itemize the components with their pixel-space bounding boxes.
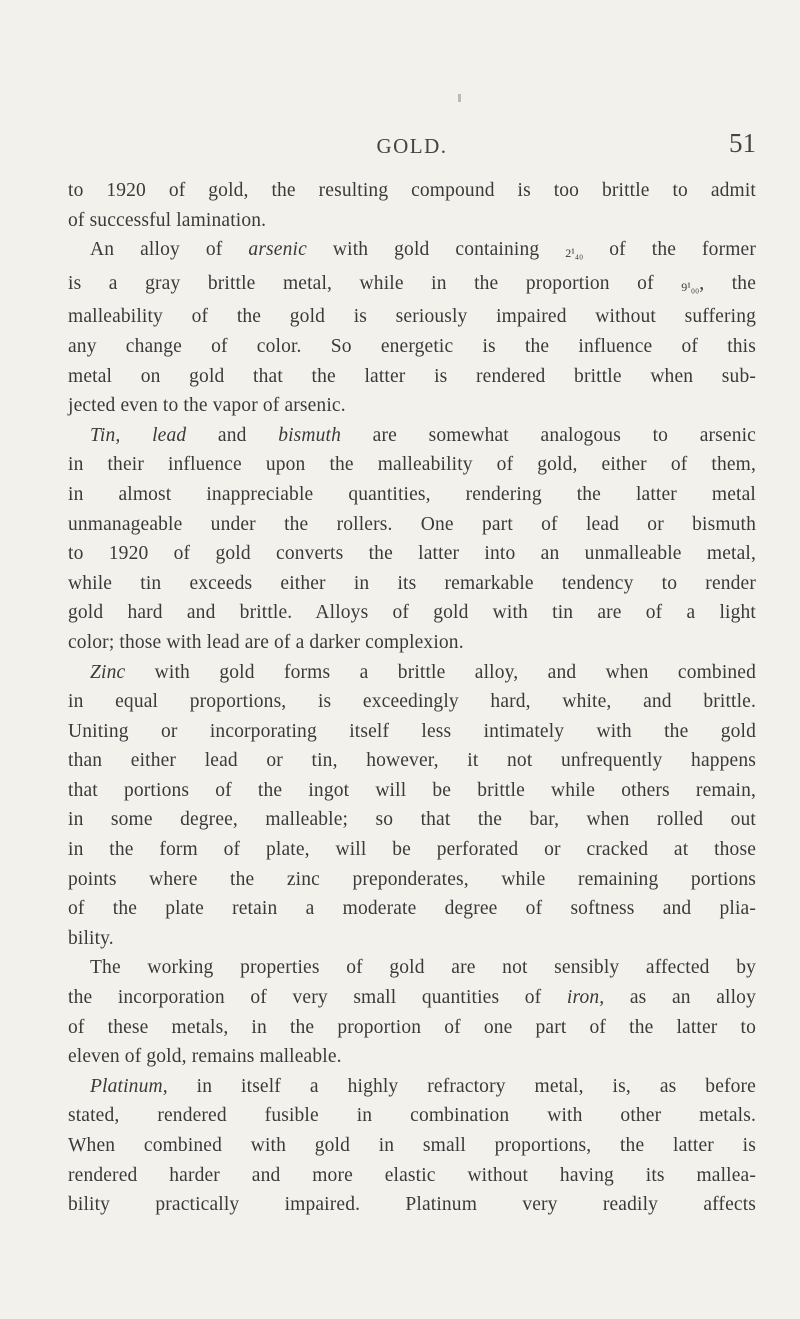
page-number: 51 [729, 128, 756, 158]
text-run: while tin exceeds either in its remarkable tendency to render [68, 572, 756, 594]
text-run: with gold containing [306, 239, 566, 261]
text-line [68, 805, 756, 835]
text-run: in their influence upon the malleability of gold, either of them, [68, 454, 756, 476]
text-line [68, 450, 756, 480]
text-line [68, 953, 756, 983]
text-line [68, 539, 756, 569]
fraction: 9¹₀₀ [681, 279, 700, 294]
italic-term: Tin, lead [90, 424, 187, 446]
italic-term: Platinum, [90, 1075, 168, 1097]
text-run: in the form of plate, will be perforated or cracked at those [68, 839, 756, 861]
body-text [68, 176, 756, 1220]
text-run: is a gray brittle metal, while in the proportion of [68, 272, 682, 294]
italic-term: iron, [566, 987, 605, 1009]
text-line [68, 1161, 756, 1191]
text-run: as an alloy [604, 987, 756, 1009]
text-run: in almost inappreciable quantities, rendering the latter metal [68, 483, 756, 505]
text-run: An alloy of [90, 239, 249, 261]
text-run: bility. [68, 927, 114, 949]
text-run: unmanageable under the rollers. One part of lead or bismuth [68, 513, 756, 535]
text-line [68, 176, 756, 206]
text-run: points where the zinc preponderates, while remaining portions [68, 868, 756, 890]
page-header [68, 128, 756, 168]
text-line [68, 269, 756, 303]
text-run: bility practically impaired. Platinum very readily affects [68, 1194, 756, 1216]
text-run: to 1920 of gold converts the latter into an unmalleable metal, [68, 543, 756, 565]
text-run: of the former [583, 239, 756, 261]
text-line [68, 510, 756, 540]
text-line [68, 391, 756, 421]
text-line [68, 1101, 756, 1131]
text-line [68, 235, 756, 269]
text-run: When combined with gold in small proportions, the latter is [68, 1135, 756, 1156]
text-line [68, 894, 756, 924]
text-line [68, 1190, 756, 1220]
text-line [68, 569, 756, 599]
text-run: with gold forms a brittle alloy, and when combined [125, 661, 756, 683]
fraction: 2¹₄₀ [565, 246, 584, 261]
text-line [68, 1013, 756, 1043]
text-line [68, 628, 756, 658]
text-run: eleven of gold, remains malleable. [68, 1046, 342, 1068]
text-run: jected even to the vapor of arsenic. [68, 395, 346, 417]
text-line [68, 717, 756, 747]
text-run: in some degree, malleable; so that the bar, when rolled out [68, 809, 756, 831]
text-run: than either lead or tin, however, it not unfrequently happens [68, 750, 756, 772]
text-run: gold hard and brittle. Alloys of gold with tin are of a light [68, 602, 756, 624]
text-run: of these metals, in the proportion of one part of the latter to [68, 1016, 756, 1038]
text-line [68, 362, 756, 392]
text-line [68, 206, 756, 236]
text-line [68, 1072, 756, 1102]
text-run: in equal proportions, is exceedingly hard, white, and brittle. [68, 691, 756, 713]
text-run: rendered harder and more elastic without having its mallea- [68, 1164, 756, 1186]
italic-term: bismuth [278, 424, 341, 446]
print-mark [458, 94, 461, 102]
running-head: GOLD. [376, 134, 448, 158]
text-line [68, 302, 756, 332]
text-run: of the plate retain a moderate degree of softness and plia- [68, 898, 756, 920]
text-run: that portions of the ingot will be brittle while others remain, [68, 779, 756, 801]
text-run: the incorporation of very small quantities of [68, 987, 567, 1009]
italic-term: Zinc [90, 661, 126, 683]
text-run: and [186, 424, 279, 446]
text-line [68, 1042, 756, 1072]
italic-term: arsenic [248, 239, 307, 261]
text-run: color; those with lead are of a darker complexion. [68, 631, 464, 653]
text-run: The working properties of gold are not sensibly affected by [90, 957, 756, 979]
text-run: Uniting or incorporating itself less intimately with the gold [68, 720, 756, 742]
text-run: of successful lamination. [68, 209, 267, 231]
text-run: metal on gold that the latter is rendered brittle when sub- [68, 365, 756, 387]
text-line [68, 687, 756, 717]
text-line [68, 1131, 756, 1161]
text-run: any change of color. So energetic is the influence of this [68, 335, 756, 357]
text-line [68, 332, 756, 362]
text-run: malleability of the gold is seriously impaired without suffering [68, 306, 756, 328]
text-run: , the [699, 272, 756, 294]
text-line [68, 658, 756, 688]
text-line [68, 598, 756, 628]
text-line [68, 421, 756, 451]
text-line [68, 835, 756, 865]
text-run: to 1920 of gold, the resulting compound is too brittle to admit [68, 180, 756, 201]
text-line [68, 865, 756, 895]
text-line [68, 983, 756, 1013]
text-line [68, 776, 756, 806]
text-line [68, 924, 756, 954]
text-run: in itself a highly refractory metal, is, as before [167, 1075, 756, 1097]
text-run: are somewhat analogous to arsenic [341, 424, 756, 446]
text-run: stated, rendered fusible in combination with other metals. [68, 1105, 756, 1127]
text-line [68, 480, 756, 510]
text-line [68, 746, 756, 776]
